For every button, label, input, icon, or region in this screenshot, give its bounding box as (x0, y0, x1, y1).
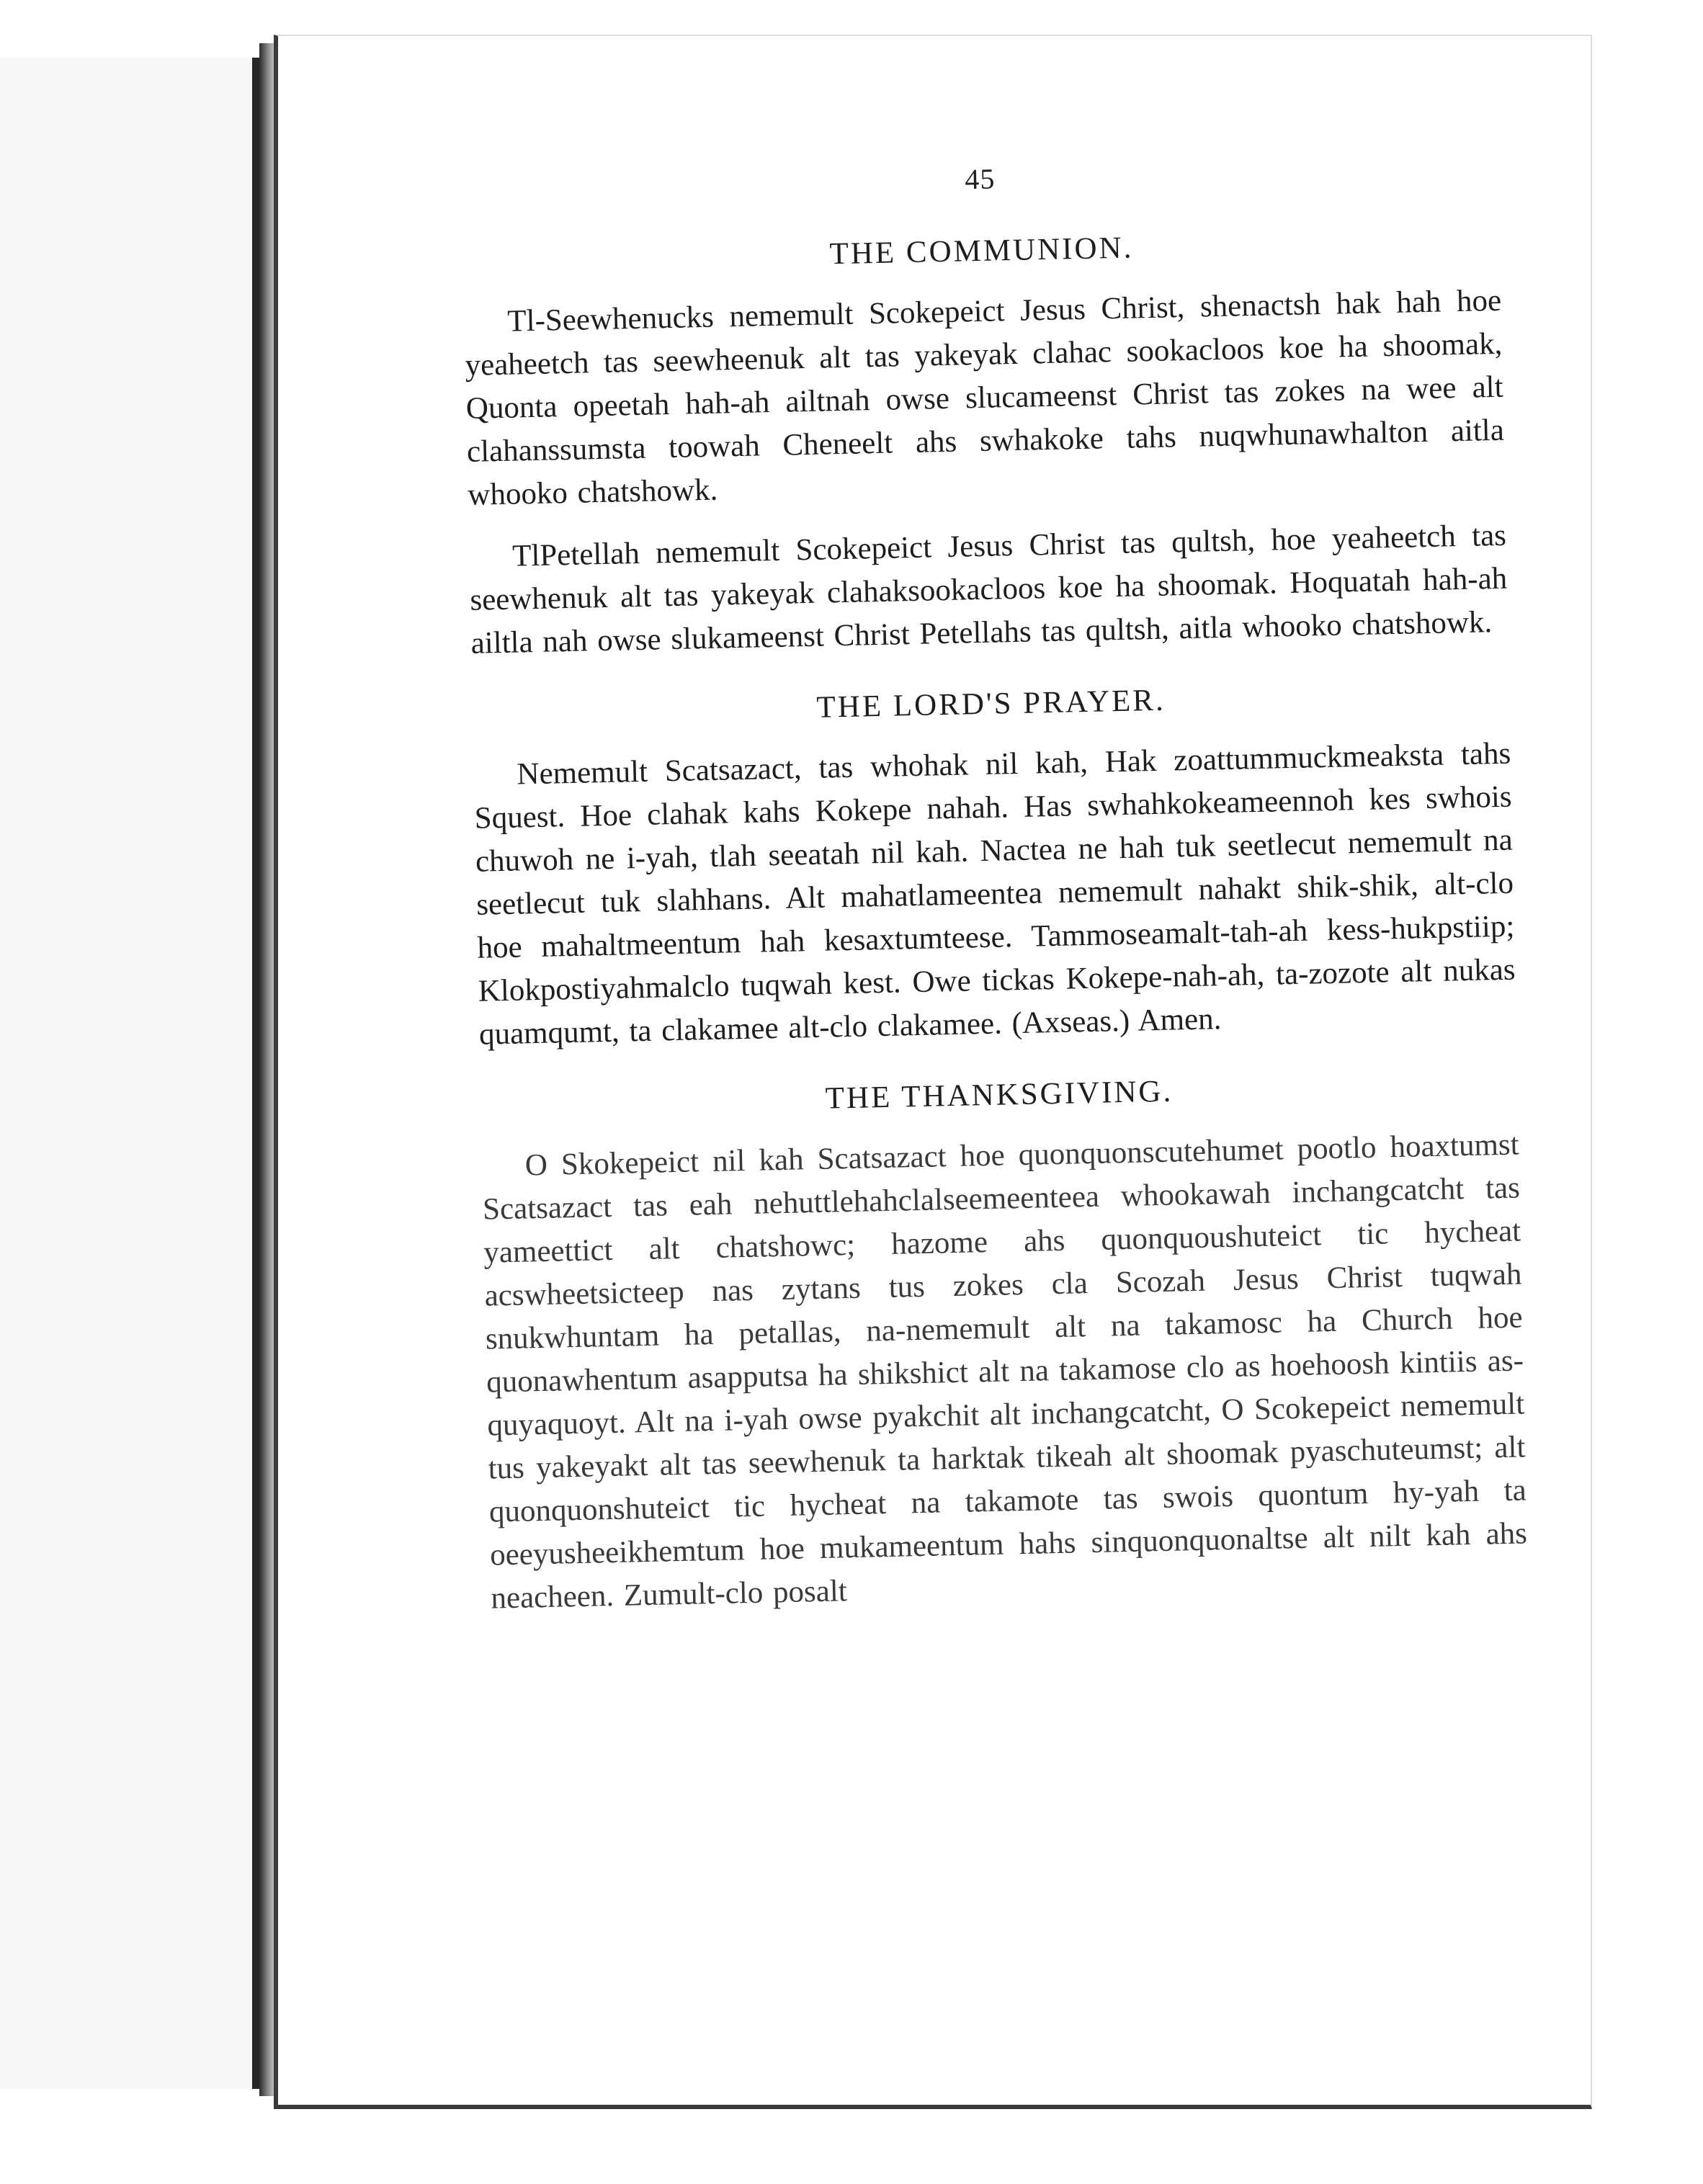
section-thanksgiving (480, 1067, 1529, 1621)
section-heading: THE THANKSGIVING. (825, 1074, 1174, 1116)
section-communion (462, 223, 1508, 666)
left-page-edge (0, 58, 259, 2089)
page-content (461, 151, 1535, 1938)
section-heading: THE LORD'S PRAYER. (816, 683, 1166, 725)
paragraph: Tl-Seewhenucks nememult Scokepeict Jesus Christ, shenactsh hak hah hoe yeaheetch tas seewheenuk alt tas yakeyak clahac sookacloos koe ha shoomak, Quonta opeetah hah-ah ailtnah owse slucameenst Christ tas zokes na wee alt clahanssumsta toowah Cheneelt ahs swhakoke tahs nuqwhunawhalton aitla whooko chatshowk. (465, 283, 1505, 512)
paragraph: O Skokepeict nil kah Scatsazact hoe quonquonscutehumet pootlo hoaxtumst Scatsazact tas eah nehuttlehahclalseemeenteea whookawah inchangcatcht tas yameettict alt chatshowc; hazome ahs quonquoushuteict tic hycheat acswheetsicteep nas zytans tus zokes cla Scozah Jesus Christ tuqwah snukwhuntam ha petallas, na-nememult alt na takamosc ha Church hoe quonawhentum asapputsa ha shikshict alt na takamose clo as hoehoosh kintiis as-quyaquoyt. Alt na i-yah owse pyakchit alt inchangcatcht, O Scokepeict nememult tus yakeyakt alt tas seewhenuk ta harktak tikeah alt shoomak pyaschuteumst; alt quonquonshuteict tic hycheat na takamote tas swois quontum hy-yah ta oeeyusheeikhemtum hoe mukameentum hahs sinquonquonaltse alt nilt kah ahs neacheen. Zumult-clo posalt (482, 1127, 1528, 1616)
paragraph: TlPetellah nememult Scokepeict Jesus Christ tas qultsh, hoe yeaheetch tas seewhenuk alt tas yakeyak clahaksookacloos koe ha shoomak. Hoquatah hah-ah ailtla nah owse slukameenst Christ Petellahs tas qultsh, aitla whooko chatshowk. (469, 518, 1508, 661)
page-number: 45 (964, 162, 996, 196)
section-lords-prayer (472, 676, 1516, 1057)
section-heading: THE COMMUNION. (829, 231, 1134, 272)
paragraph: Nememult Scatsazact, tas whohak nil kah, Hak zoattummuckmeaksta tahs Squest. Hoe clahak kahs Kokepe nahah. Has swhahkokeameennoh kes swhois chuwoh ne i-yah, tlah seeatah nil kah. Nactea ne hah tuk seetlecut nememult na seetlecut tuk slahhans. Alt mahatlameentea nememult nahakt shik-shik, alt-clo hoe mahaltmeentum hah kesaxtumteese. Tammoseamalt-tah-ah kess-hukpstiip; Klokpostiyahmalclo tuqwah kest. Owe tickas Kokepe-nah-ah, ta-zozote alt nukas quamqumt, ta clakamee alt-clo clakamee. (Axseas.) Amen. (474, 736, 1516, 1052)
